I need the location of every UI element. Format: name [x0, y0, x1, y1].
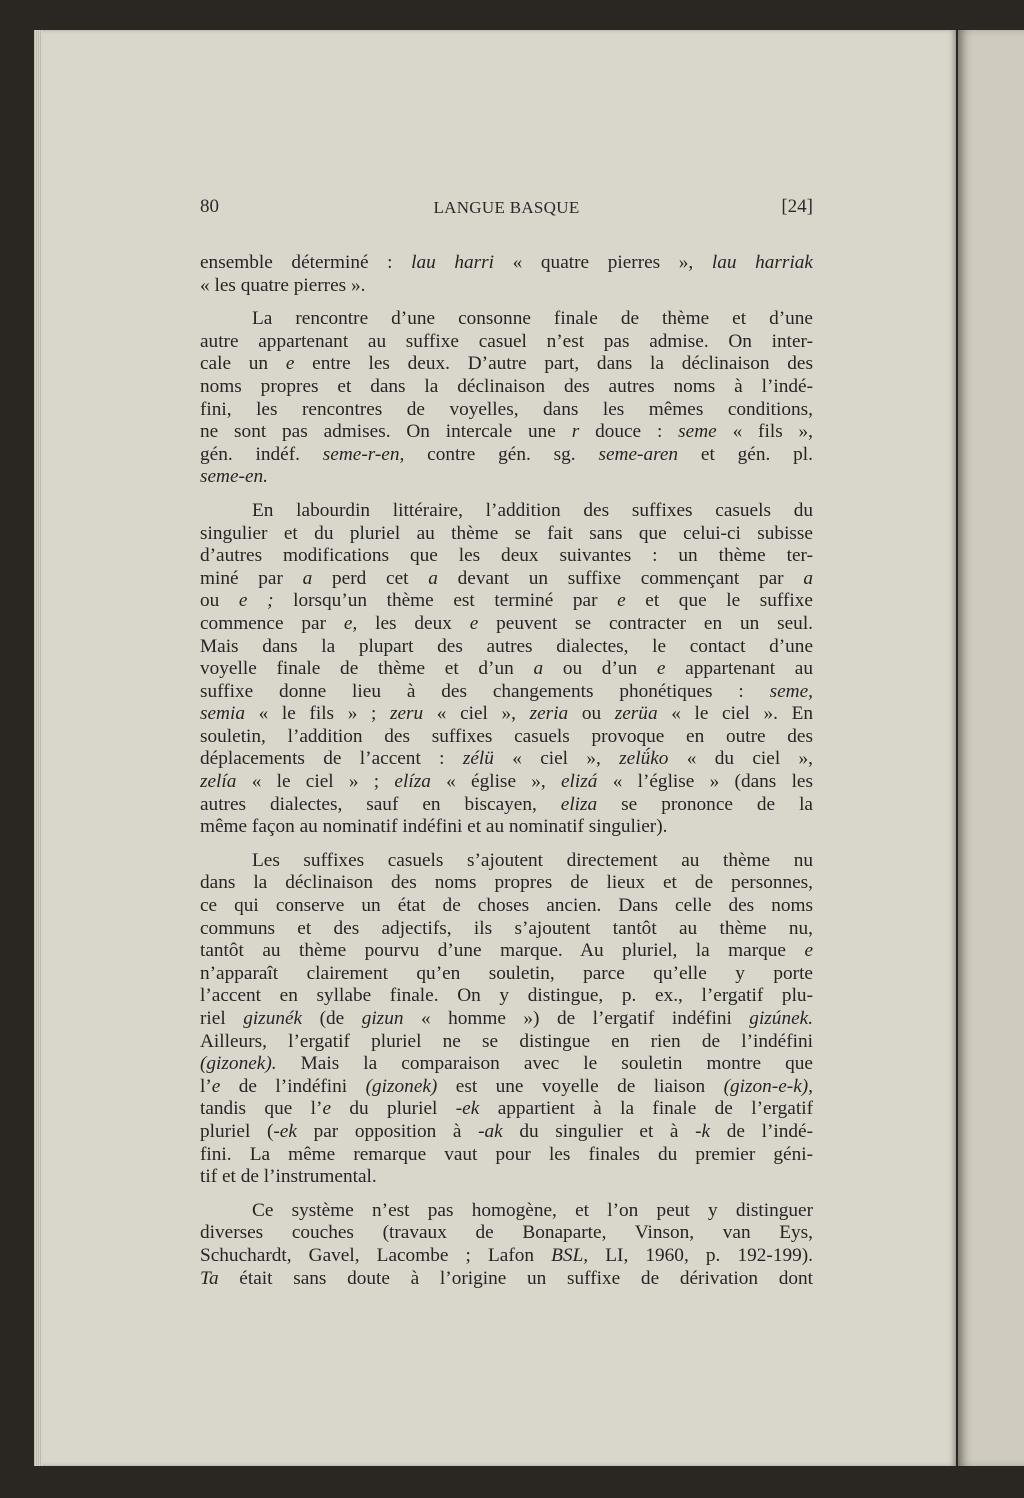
italic-term: zelía [200, 771, 237, 793]
text-line [200, 613, 813, 636]
page-stack-edges [34, 30, 42, 1466]
italic-term: zelǘko [619, 748, 669, 770]
text-run: gén. indéf. [200, 443, 323, 465]
italic-term: semia [200, 703, 245, 725]
text-line [200, 1200, 813, 1223]
text-run: commence par [200, 612, 344, 634]
italic-term: e [469, 612, 479, 634]
paragraph [200, 1200, 813, 1290]
italic-term: -ek [273, 1120, 297, 1142]
text-line [200, 1053, 813, 1076]
text-run: Mais dans la plupart des autres dialectes, le contact d’une [200, 635, 813, 657]
italic-term: e [285, 353, 295, 375]
text-run: même façon au nominatif indéfini et au nominatif singulier). [200, 816, 668, 838]
paragraph [200, 252, 813, 297]
text-line [200, 568, 813, 591]
text-run: « le fils » ; [244, 703, 390, 725]
text-line [200, 1121, 813, 1144]
text-run: miné par [200, 567, 303, 589]
text-line [200, 308, 813, 331]
text-run: ce qui conserve un état de choses ancien. Dans celle des noms [200, 895, 813, 917]
text-line [200, 376, 813, 399]
text-line [200, 895, 813, 918]
text-run: communs et des adjectifs, ils s’ajoutent tantôt au thème nu, [200, 917, 813, 939]
text-run: « ciel », [493, 748, 620, 770]
italic-term: zélü [462, 748, 494, 770]
text-run: fini, les rencontres de voyelles, dans les mêmes conditions, [200, 398, 813, 420]
italic-term: (gizon-e-k), [723, 1075, 813, 1097]
text-line [200, 963, 813, 986]
text-run: « l’église » (dans les [597, 771, 813, 793]
text-run: autres dialectes, sauf en biscayen, [200, 793, 561, 815]
text-run: entre les deux. D’autre part, dans la déclinaison des [294, 353, 813, 375]
text-line [200, 940, 813, 963]
text-run: du singulier et à [502, 1120, 696, 1142]
text-run: tantôt au thème pourvu d’une marque. Au pluriel, la marque [200, 940, 805, 962]
text-line [200, 275, 813, 298]
text-run: La rencontre d’une consonne finale de thème et d’une [252, 308, 813, 330]
text-line [200, 681, 813, 704]
page-number: 80 [200, 196, 219, 217]
text-run: perd cet [312, 567, 429, 589]
text-run: et gén. pl. [678, 443, 813, 465]
text-run: « fils », [716, 421, 814, 443]
text-line [200, 399, 813, 422]
italic-term: seme, [769, 680, 813, 702]
text-line [200, 816, 813, 839]
text-line [200, 1031, 813, 1054]
text-line [200, 466, 813, 489]
text-run: devant un suffixe commençant par [437, 567, 804, 589]
text-run: « homme ») de l’ergatif indéfini [403, 1008, 750, 1029]
text-line [200, 1098, 813, 1121]
text-run: souletin, l’addition des suffixes casuels provoque en outre des [200, 725, 813, 747]
text-run: ensemble déterminé : [200, 252, 412, 273]
italic-term: a [302, 567, 313, 589]
text-run: tandis que l’ [200, 1098, 323, 1120]
text-line [200, 590, 813, 613]
italic-term: e [617, 590, 626, 612]
text-run: douce : [579, 421, 679, 443]
text-line [200, 658, 813, 681]
running-header [200, 196, 813, 224]
italic-term: e [804, 940, 813, 962]
text-run: suffixe donne lieu à des changements phonétiques : [200, 680, 770, 702]
text-line [200, 985, 813, 1008]
italic-term: gizúnek. [749, 1008, 814, 1029]
paragraph [200, 308, 813, 489]
italic-term: elíza [394, 771, 431, 793]
italic-term: zeru [389, 703, 424, 725]
text-run: tif et de l’instrumental. [200, 1166, 377, 1188]
text-run: LI, 1960, p. 192-199). [588, 1244, 813, 1266]
text-line [200, 726, 813, 749]
italic-term: e, [343, 612, 358, 634]
text-run: pluriel ( [200, 1120, 274, 1142]
italic-term: a [428, 567, 438, 589]
text-run: était sans doute à l’origine un suffixe de dérivation dont [218, 1267, 813, 1289]
italic-term: (gizonek) [365, 1075, 438, 1097]
section-reference: [24] [781, 196, 813, 217]
italic-term: lau harriak [711, 252, 813, 273]
text-run: l’ [200, 1075, 212, 1097]
text-line [200, 353, 813, 376]
text-line [200, 748, 813, 771]
text-run: Ce système n’est pas homogène, et l’on peut y distinguer [252, 1199, 813, 1221]
text-run: l’accent en syllabe finale. On y distingue, p. ex., l’ergatif plu- [200, 985, 813, 1007]
text-line [200, 771, 813, 794]
italic-term: e [322, 1098, 331, 1120]
text-line [200, 1144, 813, 1167]
italic-term: BSL, [551, 1244, 589, 1266]
text-run: ou d’un [543, 658, 657, 680]
body-text [200, 252, 813, 1301]
text-run: de l’indéfini [220, 1075, 366, 1097]
text-line [200, 1166, 813, 1189]
paragraph [200, 500, 813, 839]
text-run: Les suffixes casuels s’ajoutent directement au thème nu [252, 849, 813, 871]
text-run: (de [302, 1008, 362, 1029]
text-run: contre gén. sg. [404, 443, 599, 465]
text-run: et que le suffixe [625, 590, 813, 612]
italic-term: e [211, 1075, 221, 1097]
text-line [200, 1076, 813, 1099]
italic-term: lau harri [411, 252, 495, 273]
text-line [200, 545, 813, 568]
text-line [200, 794, 813, 817]
italic-term: seme-aren [598, 443, 679, 465]
text-run: « du ciel », [668, 748, 813, 770]
text-run: autre appartenant au suffixe casuel n’est pas admise. On inter- [200, 330, 813, 352]
italic-term: r [571, 421, 580, 443]
text-run: du pluriel [331, 1098, 456, 1120]
text-run: ne sont pas admises. On intercale une [200, 421, 572, 443]
text-line [200, 500, 813, 523]
text-run: est une voyelle de liaison [437, 1075, 724, 1097]
italic-term: zerüa [614, 703, 658, 725]
text-run: n’apparaît clairement qu’en souletin, parce qu’elle y porte [200, 962, 813, 984]
text-line [200, 523, 813, 546]
italic-term: -ak [478, 1120, 503, 1142]
text-run: « les quatre pierres ». [200, 274, 366, 296]
facing-page-edge [958, 30, 1024, 1466]
italic-term: seme-en. [200, 466, 268, 488]
text-line [200, 444, 813, 467]
text-run: appartient à la finale de l’ergatif [479, 1098, 813, 1120]
italic-term: a [803, 567, 813, 589]
italic-term: seme-r-en, [322, 443, 405, 465]
text-run: Ailleurs, l’ergatif pluriel ne se distingue en rien de l’indéfini [200, 1030, 813, 1052]
text-line [200, 331, 813, 354]
text-line [200, 918, 813, 941]
text-line [200, 1222, 813, 1245]
italic-term: gizunék [243, 1008, 303, 1029]
text-run: ou [568, 703, 615, 725]
italic-term: -ek [455, 1098, 480, 1120]
italic-term: gizun [361, 1008, 404, 1029]
italic-term: e ; [238, 590, 274, 612]
text-run: peuvent se contracter en un seul. [478, 612, 813, 634]
text-run: ou [200, 590, 239, 612]
text-run: Schuchardt, Gavel, Lacombe ; Lafon [200, 1244, 552, 1266]
text-run: « le ciel ». En [657, 703, 813, 725]
text-line [200, 1245, 813, 1268]
text-run: déplacements de l’accent : [200, 748, 463, 770]
italic-term: elizá [561, 771, 598, 793]
text-line [200, 252, 813, 275]
text-run: riel [200, 1008, 244, 1029]
text-run: par opposition à [296, 1120, 479, 1142]
text-run: « ciel », [423, 703, 530, 725]
text-run: lorsqu’un thème est terminé par [273, 590, 618, 612]
text-run: se prononce de la [597, 793, 813, 815]
italic-term: zeria [529, 703, 569, 725]
text-line [200, 421, 813, 444]
italic-term: (gizonek). [200, 1053, 277, 1075]
italic-term: eliza [560, 793, 598, 815]
text-line [200, 850, 813, 873]
text-line [200, 1008, 813, 1031]
text-run: singulier et du pluriel au thème se fait sans que celui-ci subisse [200, 522, 813, 544]
text-run: dans la déclinaison des noms propres de lieux et de personnes, [200, 872, 813, 894]
italic-term: a [533, 658, 544, 680]
text-run: appartenant au [665, 658, 813, 680]
text-run: de l’indé- [710, 1120, 813, 1142]
running-title: LANGUE BASQUE [433, 198, 580, 217]
italic-term: e [656, 658, 666, 680]
text-line [200, 1268, 813, 1291]
text-line [200, 872, 813, 895]
text-run: Mais la comparaison avec le souletin montre que [276, 1053, 813, 1075]
italic-term: -k [695, 1120, 711, 1142]
text-run: les deux [357, 612, 470, 634]
text-run: diverses couches (travaux de Bonaparte, Vinson, van Eys, [200, 1222, 813, 1244]
text-run: noms propres et dans la déclinaison des autres noms à l’indé- [200, 375, 813, 397]
text-line [200, 703, 813, 726]
text-run: cale un [200, 353, 286, 375]
text-run: En labourdin littéraire, l’addition des suffixes casuels du [252, 499, 813, 521]
text-run: voyelle finale de thème et d’un [200, 658, 534, 680]
text-run: « quatre pierres », [494, 252, 712, 273]
text-run: « le ciel » ; [236, 771, 395, 793]
italic-term: Ta [200, 1267, 219, 1289]
text-run: fini. La même remarque vaut pour les finales du premier géni- [200, 1143, 813, 1165]
italic-term: seme [678, 421, 717, 443]
paragraph [200, 850, 813, 1189]
text-run: « église », [430, 771, 561, 793]
text-line [200, 636, 813, 659]
text-run: d’autres modifications que les deux suivantes : un thème ter- [200, 545, 813, 567]
